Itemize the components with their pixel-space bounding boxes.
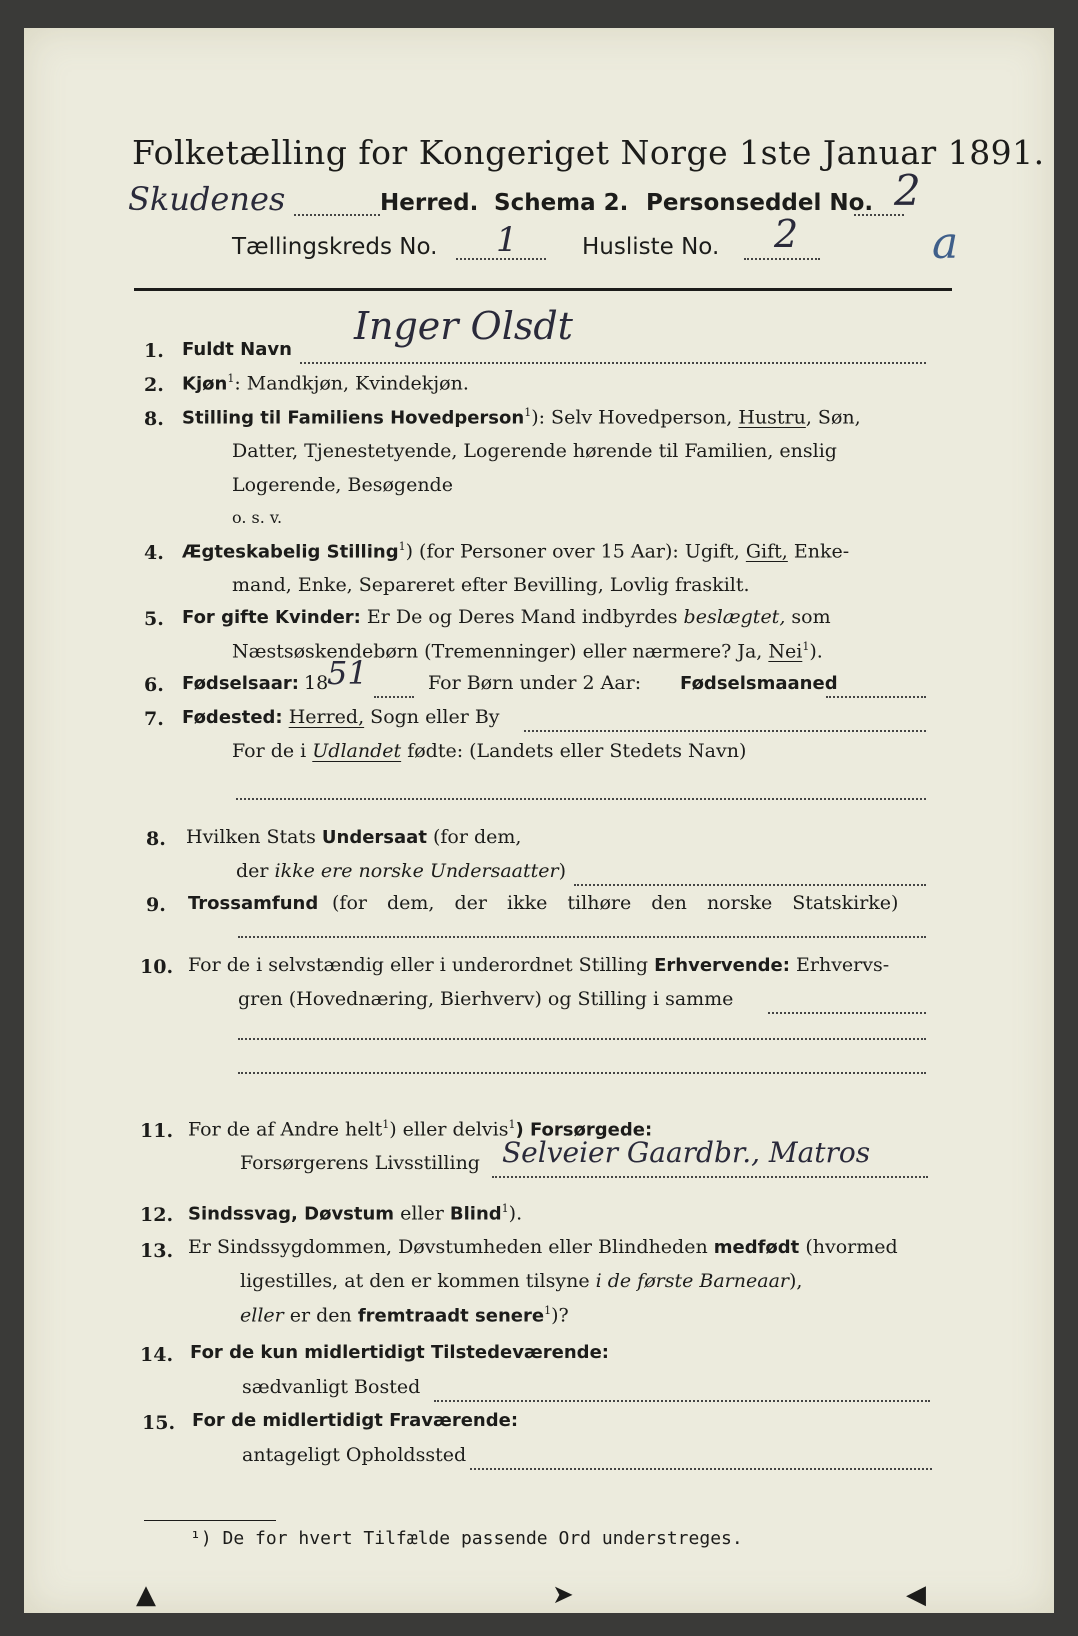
q3-label: Stilling til Familiens Hovedperson	[182, 407, 525, 429]
q14-line2: sædvanligt Bosted	[242, 1376, 421, 1398]
q10-answer-dots-2	[238, 1072, 926, 1074]
q13-text2: (hvormed	[805, 1236, 898, 1258]
q12-label2: Blind	[449, 1203, 502, 1225]
q13-number: 13.	[140, 1240, 174, 1262]
q4-line2: mand, Enke, Separeret efter Bevilling, Lovlig fraskilt.	[232, 574, 750, 596]
q13-line3	[240, 1304, 569, 1326]
herred-value: Skudenes	[128, 180, 286, 218]
q2-line	[182, 372, 469, 394]
husliste-label: Husliste No.	[582, 234, 720, 260]
q6-label2: Fødselsmaaned	[680, 673, 838, 694]
q9-text: (for dem, der ikke tilhøre den norske Statskirke)	[332, 892, 899, 914]
q11-line2: Forsørgerens Livsstilling	[240, 1152, 480, 1174]
q13-line1	[188, 1236, 898, 1258]
q7-text: Sogn eller By	[370, 706, 500, 728]
q3-sup: 1	[524, 406, 532, 419]
husliste-dots	[744, 258, 820, 260]
herred-dots	[294, 214, 380, 216]
q13-line3c: )?	[551, 1304, 569, 1327]
husliste-value: 2	[774, 212, 799, 256]
q11-sup-2: 1	[508, 1118, 516, 1131]
q11-dots	[492, 1176, 928, 1178]
q6-value: 51	[327, 654, 368, 692]
q5-line2	[232, 640, 823, 662]
q6-text: For Børn under 2 Aar:	[428, 672, 642, 694]
q1-value: Inger Olsdt	[354, 304, 573, 348]
q2-sup: 1	[227, 372, 235, 385]
registration-mark-right-icon: ◀	[906, 1580, 926, 1610]
q8-label: Undersaat	[321, 827, 427, 848]
q7-herred: Herred,	[288, 706, 365, 728]
q8-text2: (for dem,	[432, 826, 522, 848]
header-rule	[134, 288, 952, 291]
q10-text1: For de i selvstændig eller i underordnet Stilling	[188, 954, 649, 976]
q12-end: ).	[508, 1202, 523, 1225]
footnote-mark: ¹)	[190, 1528, 212, 1549]
q13-label: medfødt	[713, 1237, 800, 1258]
q7-number: 7.	[144, 708, 164, 730]
personseddel-label: Personseddel No.	[646, 190, 874, 216]
schema-label: Schema 2.	[494, 190, 629, 216]
q3-line3: Logerende, Besøgende	[232, 474, 453, 496]
q10-dots	[768, 1012, 926, 1014]
q4-label: Ægteskabelig Stilling	[182, 541, 399, 563]
q8-line1	[186, 826, 521, 848]
q3-line2: Datter, Tjenestetyende, Logerende hørende til Familien, enslig	[232, 440, 837, 462]
q5-line2b: ).	[809, 640, 823, 663]
q13-line3a: eller	[240, 1304, 284, 1327]
q5-beslaegtet: beslægtet,	[683, 606, 786, 628]
q12-line	[188, 1202, 522, 1224]
kreds-value: 1	[496, 220, 518, 260]
q4-line1	[182, 540, 849, 562]
q11-label: ) Forsørgede:	[515, 1119, 653, 1141]
registration-mark-center-icon: ➤	[552, 1580, 574, 1610]
q5-line1	[182, 606, 831, 628]
suffix-value: a	[932, 218, 959, 269]
q6-label: Fødselsaar:	[182, 673, 299, 694]
q13-line3b: er den	[289, 1304, 352, 1327]
q7-dots	[524, 730, 926, 732]
q13-line2	[240, 1270, 802, 1292]
q12-text: eller	[400, 1202, 444, 1225]
q11-text2: ) eller delvis	[389, 1118, 509, 1141]
q6-dots	[374, 696, 414, 698]
form-title: Folketælling for Kongeriget Norge 1ste Januar 1891.	[132, 133, 1045, 172]
q4-text2: Enke-	[793, 540, 850, 563]
q1-number: 1.	[144, 340, 164, 362]
q8-line2	[236, 860, 566, 882]
q9-number: 9.	[146, 894, 166, 916]
census-form-sheet	[24, 28, 1054, 1613]
q2-label: Kjøn	[182, 373, 228, 395]
herred-label: Herred.	[380, 190, 479, 216]
q10-line2: gren (Hovednæring, Bierhverv) og Stilling i samme	[238, 988, 734, 1010]
q4-sup: 1	[398, 540, 406, 553]
q9-label: Trossamfund	[188, 893, 319, 914]
q1-dots	[300, 362, 926, 364]
footnote-text: De for hvert Tilfælde passende Ord understreges.	[222, 1528, 743, 1549]
q13-text1: Er Sindssygdommen, Døvstumheden eller Blindheden	[188, 1236, 708, 1258]
q14-number: 14.	[140, 1344, 174, 1366]
q3-line1	[182, 406, 861, 428]
q8-dots	[574, 884, 926, 886]
registration-mark-left-icon: ▲	[136, 1580, 156, 1610]
q3-line4: o. s. v.	[232, 508, 283, 527]
q2-text: : Mandkjøn, Kvindekjøn.	[234, 372, 469, 395]
q11-number: 11.	[140, 1120, 174, 1142]
personseddel-value: 2	[894, 166, 921, 215]
q10-number: 10.	[140, 956, 174, 978]
q5-label: For gifte Kvinder:	[182, 607, 361, 628]
q3-text2: , Søn,	[805, 406, 861, 429]
q13-sup: 1	[544, 1304, 552, 1317]
q8-line2b: )	[558, 860, 567, 882]
q10-text2: Erhvervs-	[796, 954, 890, 976]
q3-hustru: Hustru	[738, 406, 806, 429]
q8-number: 8.	[146, 828, 166, 850]
q15-line2: antageligt Opholdssted	[242, 1444, 467, 1466]
q5-text2: som	[791, 606, 831, 628]
q12-sup: 1	[501, 1202, 509, 1215]
q6-number: 6.	[144, 674, 164, 696]
q7-line2b: fødte: (Landets eller Stedets Navn)	[407, 740, 747, 762]
q4-text1: ) (for Personer over 15 Aar): Ugift,	[405, 540, 740, 563]
q1-label: Fuldt Navn	[182, 339, 292, 360]
q3-number: 8.	[144, 408, 164, 430]
q10-answer-dots-1	[238, 1038, 926, 1040]
q13-label3: fremtraadt senere	[357, 1305, 545, 1327]
q8-text1: Hvilken Stats	[186, 826, 316, 848]
q15-label: For de midlertidigt Fraværende:	[192, 1410, 519, 1431]
q15-number: 15.	[142, 1412, 176, 1434]
kreds-label: Tællingskreds No.	[232, 234, 438, 260]
q8-line2i: ikke ere norske Undersaatter	[274, 860, 559, 882]
q13-line2i: i de første Barneaar	[595, 1270, 789, 1292]
q11-value: Selveier Gaardbr., Matros	[502, 1136, 871, 1169]
q5-sup: 1	[802, 640, 810, 653]
q4-number: 4.	[144, 542, 164, 564]
q6-dots2	[826, 696, 926, 698]
q8-line2a: der	[236, 860, 269, 882]
q11-sup-1: 1	[382, 1118, 390, 1131]
q7-line1	[182, 706, 500, 728]
q3-text1: ): Selv Hovedperson,	[531, 406, 733, 429]
q2-number: 2.	[144, 374, 164, 396]
q7-answer-dots	[236, 798, 926, 800]
q13-line2a: ligestilles, at den er kommen tilsyne	[240, 1270, 590, 1292]
q14-dots	[434, 1400, 930, 1402]
q7-line2a: For de i	[232, 740, 307, 762]
q15-dots	[470, 1468, 932, 1470]
q7-line2	[232, 740, 746, 762]
q13-line2b: ),	[789, 1270, 803, 1292]
q14-label: For de kun midlertidigt Tilstedeværende:	[190, 1342, 609, 1363]
q5-nei: Nei	[768, 640, 803, 663]
q5-text1: Er De og Deres Mand indbyrdes	[366, 606, 678, 628]
footnote	[190, 1528, 743, 1549]
q10-label: Erhvervende:	[654, 955, 790, 976]
q11-text1: For de af Andre helt	[188, 1118, 383, 1141]
q4-gift: Gift,	[745, 540, 788, 563]
q7-label: Fødested:	[182, 707, 283, 728]
q12-number: 12.	[140, 1204, 174, 1226]
q5-number: 5.	[144, 608, 164, 630]
q6-prefix: 18	[304, 672, 329, 694]
q10-line1	[188, 954, 889, 976]
q5-line2a: Næstsøskendebørn (Tremenninger) eller nærmere? Ja,	[232, 640, 763, 663]
q7-udlandet: Udlandet	[312, 740, 402, 762]
footnote-rule	[144, 1520, 276, 1521]
q9-answer-dots	[238, 936, 926, 938]
q12-label: Sindssvag, Døvstum	[188, 1203, 395, 1225]
